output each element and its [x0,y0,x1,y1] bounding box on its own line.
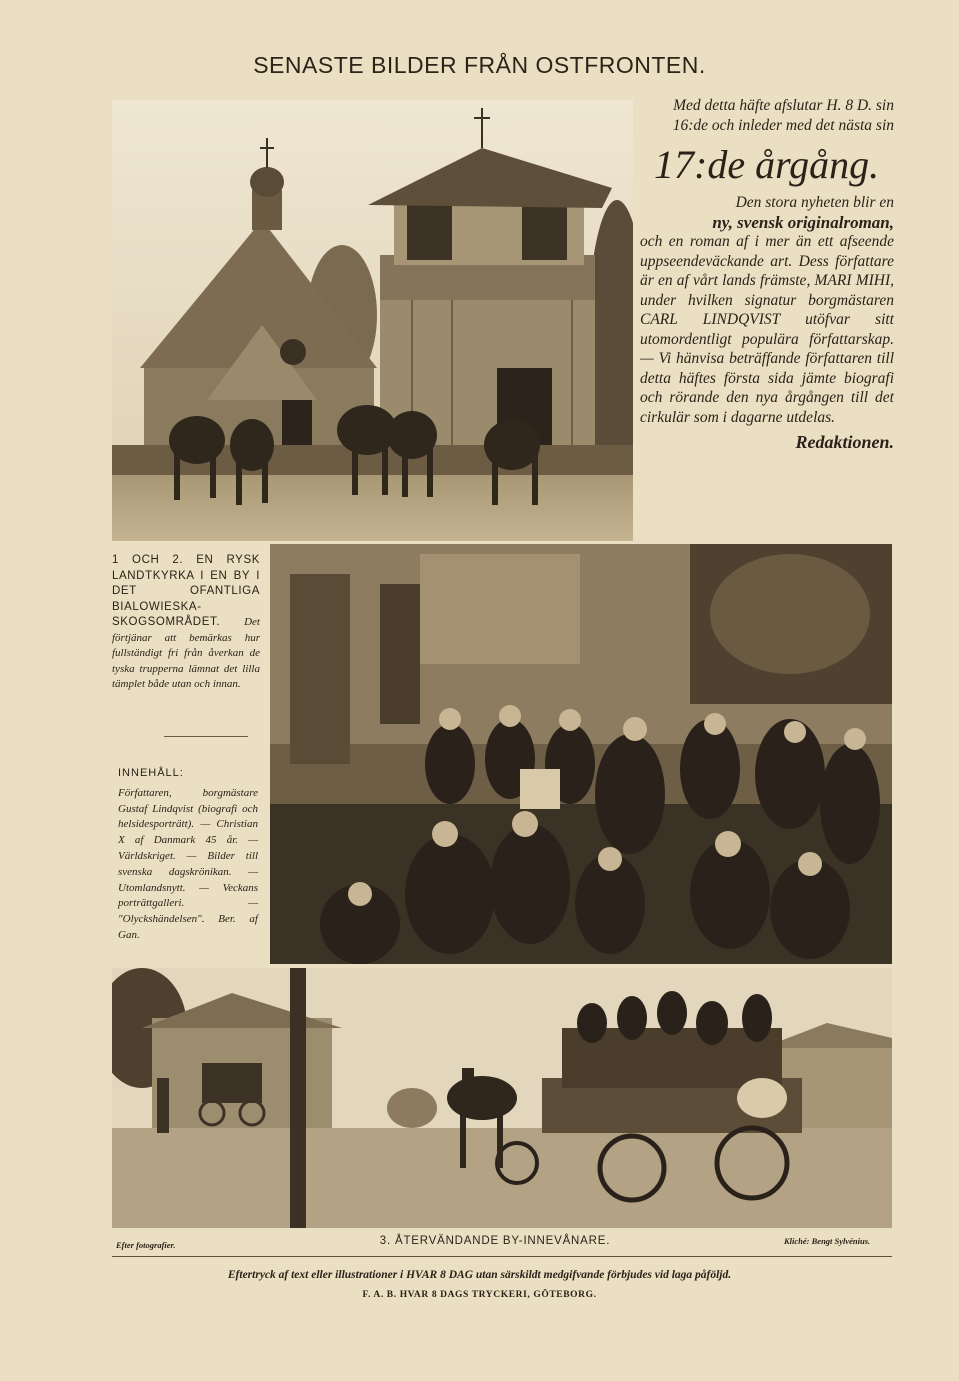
caption-photo-3: 3. ÅTERVÄNDANDE BY-INNEVÅNARE. [379,1235,611,1247]
caption-1-2-italic: Det förtjänar att bemärkas hur fullständigt fri från åverkan de tyska trupperna lämnat det lilla tämplet både utan och innan. [112,616,260,690]
notice-body: och en roman af i mer än ett afseende uppseendeväckande art. Dess författare är en af vårt lands främste, MARI MIHI, under hvilken signatur borgmästaren CARL LINDQVIST utöfvar sitt utomordentligt populära författarskap. — Vi hänvisa beträffande författaren till detta häftes första sida jämte biografi och rörande den nya årgången till det cirkulär som i dagarne utdelas. [640,233,894,426]
notice-signature: Redaktionen. [795,432,894,452]
notice-line-a: Den stora nyheten blir en [735,194,894,211]
notice-headline: 17:de årgång. [654,142,880,187]
villagers-illustration [112,968,892,1228]
contents-text: Författaren, borgmästare Gustaf Lindqvist (biografi och helsidesporträtt). — Christian X af Danmark 45 år. — Världskriget. — Bilder till svenska dagskrönikan. — Utomlandsnytt. — Veckans porträttgalleri. — "Olyckshändelsen". Ber. af Gan. [118,786,258,941]
divider [164,736,248,737]
contents-heading: INNEHÅLL: [118,767,184,779]
photo-church-bell-tower [112,100,633,541]
notice-intro: Med detta häfte afslutar H. 8 D. sin 16:de och inleder med det nästa sin [672,97,894,134]
soldiers-illustration [270,544,892,964]
photo-returning-villagers [112,968,892,1228]
photo-credit-left: Efter fotografier. [116,1240,176,1250]
page-title: SENASTE BILDER FRÅN OSTFRONTEN. [253,52,706,78]
photo-credit-right: Kliché: Bengt Sylvénius. [784,1236,871,1246]
caption-1-2-caps: 1 OCH 2. EN RYSK LANDTKYRKA I EN BY I DET OFANTLIGA BIALOWIESKA-SKOGSOMRÅDET. [112,554,260,628]
notice-bold-phrase: ny, svensk originalroman, [712,212,894,232]
photo-soldiers-in-church [270,544,892,964]
church-illustration [112,100,633,541]
editorial-notice [640,96,894,453]
printer-imprint: F. A. B. HVAR 8 DAGS TRYCKERI, GÖTEBORG. [362,1290,597,1300]
contents-box [118,766,258,944]
caption-photos-1-2 [112,553,260,693]
reprint-notice: Eftertryck af text eller illustrationer i HVAR 8 DAG utan särskildt medgifvande förbjudes vid laga påföljd. [227,1269,732,1281]
footer-divider [112,1256,892,1257]
